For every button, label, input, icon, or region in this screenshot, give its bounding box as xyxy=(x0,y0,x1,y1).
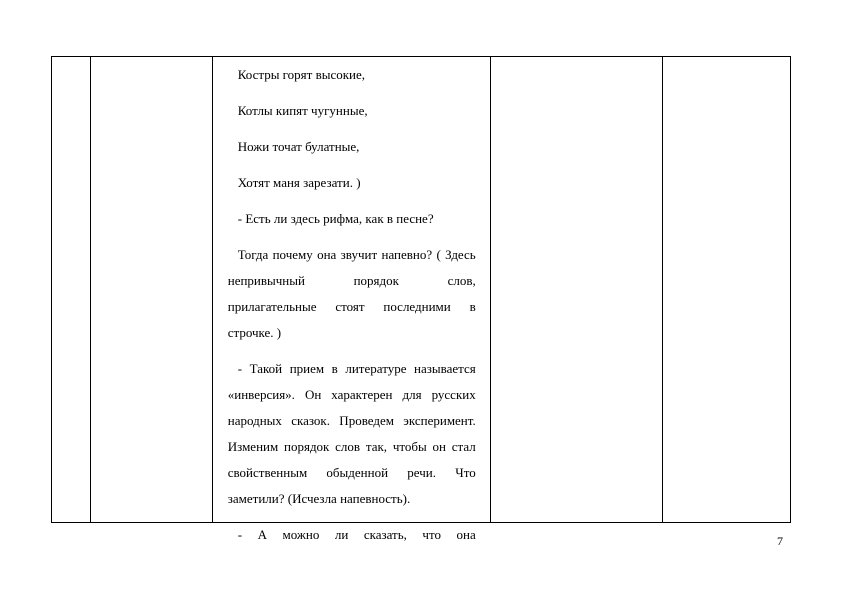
question-melody: Тогда почему она звучит напевно? ( Здесь непривычный порядок слов, прилагательные стоят последними в строчке. ) xyxy=(227,247,476,340)
lesson-text xyxy=(213,57,490,542)
table-cell-number xyxy=(52,57,91,523)
table-cell-content xyxy=(212,57,490,542)
lesson-table xyxy=(51,56,791,542)
table-cell-stage xyxy=(91,57,212,523)
paragraph-continued: - А можно ли сказать, что она xyxy=(237,527,476,542)
table-cell-notes xyxy=(662,57,790,523)
question-rhyme: - Есть ли здесь рифма, как в песне? xyxy=(237,211,434,226)
paragraph-inversion: - Такой прием в литературе называется «инверсия». Он характерен для русских народных сказок. Проведем эксперимент. Изменим порядок слов так, чтобы он стал свойственным обыденной речи. Что заметили? (Исчезла напевность). xyxy=(227,361,476,506)
poem-line: Хотят маня зарезати. ) xyxy=(237,175,361,190)
poem-line: Котлы кипят чугунные, xyxy=(237,103,368,118)
table-cell-activity xyxy=(490,57,662,523)
poem-line: Костры горят высокие, xyxy=(237,67,366,82)
page-number: 7 xyxy=(777,534,783,548)
poem-line: Ножи точат булатные, xyxy=(237,139,360,154)
